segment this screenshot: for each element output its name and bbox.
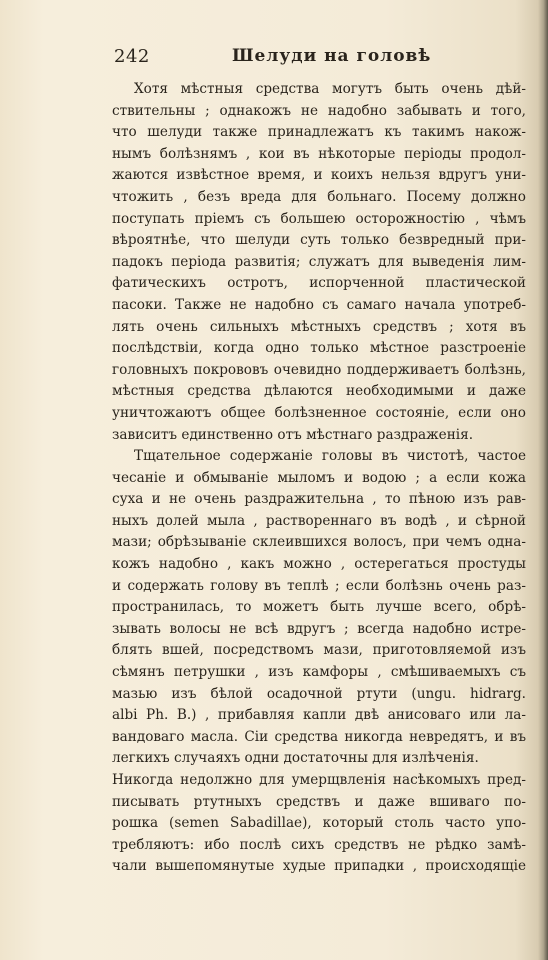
text-line: кожъ надобно , какъ можно , остерегаться простуды xyxy=(112,556,526,573)
text-line: Никогда недолжно для умерщвленія насѣкомыхъ пред- xyxy=(112,772,526,788)
text-line: блять вшей, посредствомъ мази, приготовляемой изъ xyxy=(112,642,526,659)
text-line: легкихъ случаяхъ одни достаточны для излѣченія. xyxy=(112,750,479,767)
text-line: пасоки. Также не надобно съ самаго начала употреб- xyxy=(112,296,526,313)
text-line: вандоваго масла. Сіи средства никогда невредятъ, и въ xyxy=(112,728,526,745)
text-line: головныхъ покрововъ очевидно поддерживаетъ болѣзнь, xyxy=(112,361,526,378)
text-line: суха и не очень раздражительна , то пѣною изъ рав- xyxy=(112,491,526,508)
text-line: вѣроятнѣе, что шелуди суть только безвредный при- xyxy=(112,232,526,249)
text-line: Тщательное содержаніе головы въ чистотѣ, частое xyxy=(134,448,526,465)
text-line: мазью изъ бѣлой осадочной ртути (ungu. hidrarg. xyxy=(112,685,526,702)
text-line: зависитъ единственно отъ мѣстнаго раздраженія. xyxy=(112,426,474,443)
text-line: сѣмянъ петрушки , изъ камфоры , смѣшиваемыхъ съ xyxy=(112,664,526,681)
text-line: фатическихъ остротъ, испорченной пластической xyxy=(112,275,526,292)
text-line: рошка (semen Sabadillae), который столь часто упо- xyxy=(112,815,526,832)
text-line: мази; обрѣзываніе склеившихся волосъ, при чемъ одна- xyxy=(112,534,526,551)
text-line: уничтожаютъ общее болѣзненное состояніе, если оно xyxy=(112,404,526,421)
text-line: мѣстныя средства дѣлаются необходимыми и даже xyxy=(112,383,526,400)
text-line: пространилась, то можетъ быть лучше всего, обрѣ- xyxy=(112,599,526,616)
body-text xyxy=(112,79,526,878)
text-line: ствительны ; однакожъ не надобно забывать и того, xyxy=(112,102,526,119)
text-line: ныхъ долей мыла , раствореннаго въ водѣ , и сѣрной xyxy=(112,512,526,529)
running-head: Шелуди на головѣ xyxy=(232,46,432,66)
text-line: нымъ болѣзнямъ , кои въ нѣкоторые періоды продол- xyxy=(112,145,526,162)
page-edge-shadow xyxy=(538,0,548,960)
text-line: падокъ періода развитія; служатъ для выведенія лим- xyxy=(112,253,526,270)
text-line: albi Ph. B.) , прибавляя капли двѣ анисоваго или ла- xyxy=(112,707,526,724)
text-line: чесаніе и обмываніе мыломъ и водою ; а если кожа xyxy=(112,469,526,486)
text-line: и содержать голову въ теплѣ ; если болѣзнь очень раз- xyxy=(112,577,526,594)
page-number: 242 xyxy=(114,46,150,67)
text-line: послѣдствіи, когда одно только мѣстное разстроеніе xyxy=(112,340,526,357)
text-line: зывать волосы не всѣ вдругъ ; всегда надобно истре- xyxy=(112,620,526,637)
text-line: поступать прiемъ съ большею осторожностію , чѣмъ xyxy=(112,210,526,227)
text-line: что шелуди также принадлежатъ къ такимъ накож- xyxy=(112,124,526,141)
text-line: писывать ртутныхъ средствъ и даже вшиваго по- xyxy=(112,793,526,810)
text-line: лять очень сильныхъ мѣстныхъ средствъ ; хотя въ xyxy=(112,318,526,335)
text-line: чтожить , безъ вреда для больнаго. Посему должно xyxy=(112,188,526,205)
text-line: чали вышепомянутые худые припадки , происходящіе xyxy=(112,858,526,875)
text-line: жаются извѣстное время, и коихъ нельзя вдругъ уни- xyxy=(112,167,526,184)
text-line: Хотя мѣстныя средства могутъ быть очень дѣй- xyxy=(134,81,526,97)
text-line: требляютъ: ибо послѣ сихъ средствъ не рѣдко замѣ- xyxy=(112,836,526,853)
